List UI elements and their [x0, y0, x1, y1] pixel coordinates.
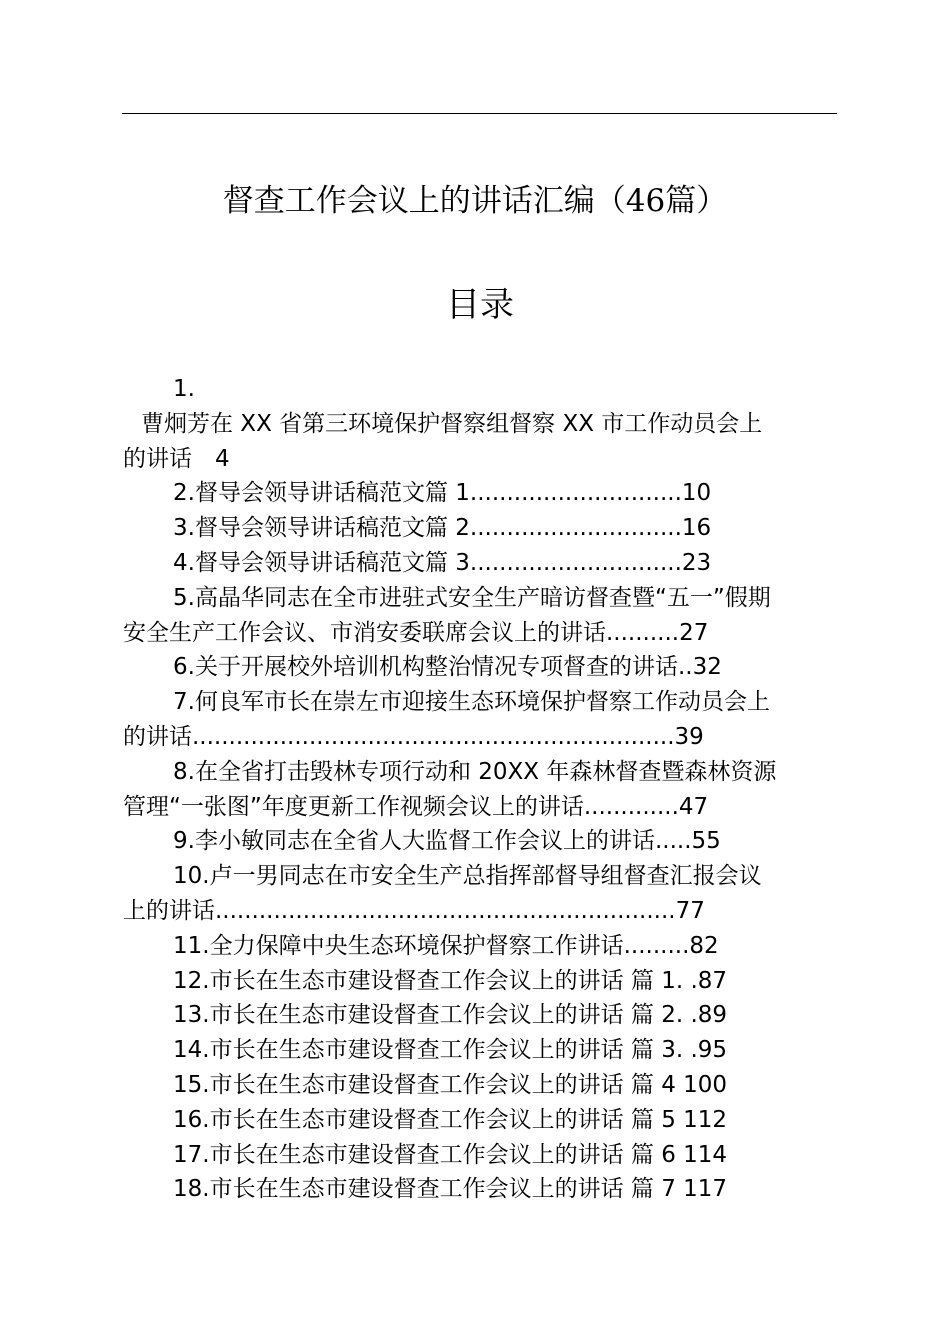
toc-entry-2[interactable]: 2.督导会领导讲话稿范文篇 1.............................10 [173, 480, 712, 507]
toc-entry-11[interactable]: 11.全力保障中央生态环境保护督察工作讲话.........82 [173, 932, 719, 959]
toc-entry-13[interactable]: 13.市长在生态市建设督查工作会议上的讲话 篇 2. .89 [173, 1002, 728, 1029]
title-suffix: 篇） [665, 183, 728, 219]
toc-entry-10[interactable] [123, 859, 838, 929]
toc-heading: 目录 [446, 285, 514, 325]
toc-entry-line: 7.何良军市长在崇左市迎接生态环境保护督察工作动员会上 [173, 689, 770, 716]
header-rule [122, 113, 837, 114]
toc-entry-9[interactable]: 9.李小敏同志在全省人大监督工作会议上的讲话.....55 [173, 828, 721, 855]
toc-entry-title-end: 的讲话 4 [123, 445, 230, 472]
title-count: 46 [625, 183, 666, 219]
toc-entry-line: 的讲话..................................................................39 [123, 723, 704, 750]
toc-entry-3[interactable]: 3.督导会领导讲话稿范文篇 2.............................16 [173, 515, 712, 542]
toc-entry-line: 安全生产工作会议、市消安委联席会议上的讲话..........27 [123, 619, 709, 646]
toc-entry-line: 10.卢一男同志在市安全生产总指挥部督导组督查汇报会议 [173, 863, 762, 890]
toc-entry-line: 5.高晶华同志在全市进驻式安全生产暗访督查暨“五一”假期 [173, 584, 771, 611]
toc-entry-7[interactable] [123, 685, 838, 755]
toc-entry-line: 管理“一张图”年度更新工作视频会议上的讲话.............47 [123, 793, 709, 820]
toc-entry-title: 曹炯芳在 XX 省第三环境保护督察组督察 XX 市工作动员会上 [141, 410, 763, 437]
toc-entry-12[interactable]: 12.市长在生态市建设督查工作会议上的讲话 篇 1. .87 [173, 967, 728, 994]
toc-entry-5[interactable] [123, 581, 838, 651]
toc-entry-15[interactable]: 15.市长在生态市建设督查工作会议上的讲话 篇 4 100 [173, 1071, 728, 1098]
toc-entry-8[interactable] [123, 755, 838, 825]
toc-entry-line: 上的讲话...............................................................77 [123, 897, 705, 924]
toc-entry-17[interactable]: 17.市长在生态市建设督查工作会议上的讲话 篇 6 114 [173, 1141, 728, 1168]
toc-entry-line: 8.在全省打击毁林专项行动和 20XX 年森林督查暨森林资源 [173, 758, 777, 785]
toc-entry-6[interactable]: 6.关于开展校外培训机构整治情况专项督查的讲话..32 [173, 654, 722, 681]
toc-entry-14[interactable]: 14.市长在生态市建设督查工作会议上的讲话 篇 3. .95 [173, 1037, 728, 1064]
toc-entry-1[interactable] [123, 372, 838, 476]
toc-entry-18[interactable]: 18.市长在生态市建设督查工作会议上的讲话 篇 7 117 [173, 1176, 728, 1203]
document-title [0, 176, 950, 226]
title-prefix: 督查工作会议上的讲话汇编（ [222, 183, 626, 219]
table-of-contents [123, 372, 838, 1207]
toc-entry-number: 1. [173, 376, 195, 402]
toc-entry-4[interactable]: 4.督导会领导讲话稿范文篇 3.............................23 [173, 549, 712, 576]
toc-entry-16[interactable]: 16.市长在生态市建设督查工作会议上的讲话 篇 5 112 [173, 1106, 728, 1133]
